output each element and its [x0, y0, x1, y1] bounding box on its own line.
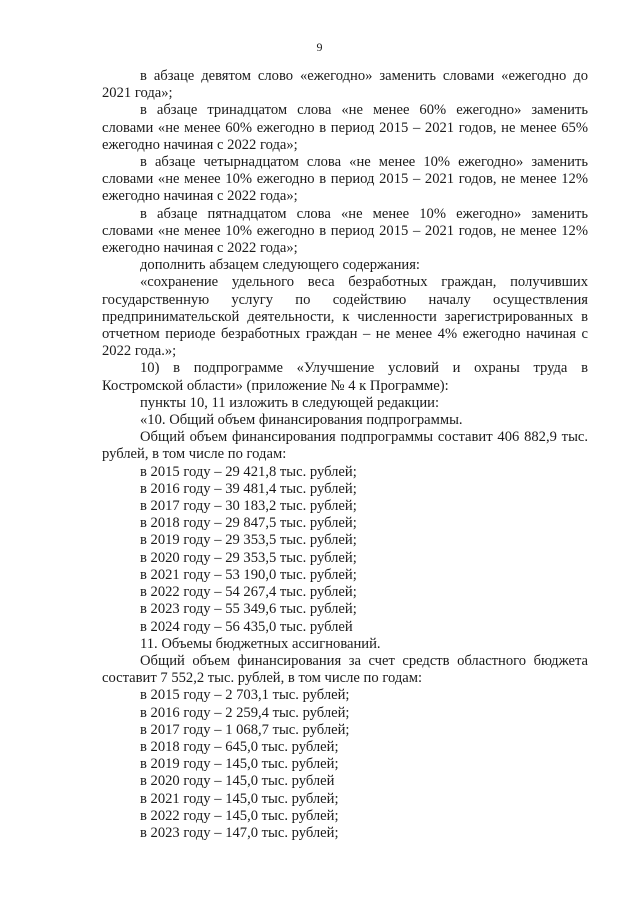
list-item: в 2022 году – 54 267,4 тыс. рублей;	[140, 584, 357, 601]
paragraph-point-10-title: «10. Общий объем финансирования подпрограммы.	[140, 412, 463, 429]
list-item: в 2018 году – 645,0 тыс. рублей;	[140, 738, 339, 755]
paragraph-points-edit: пункты 10, 11 изложить в следующей редакции:	[140, 394, 440, 411]
document-body	[102, 68, 588, 842]
list-item: в 2021 году – 53 190,0 тыс. рублей;	[140, 566, 357, 583]
paragraph-total-financing: Общий объем финансирования подпрограммы составит 406 882,9 тыс. рублей, в том числе по годам:	[102, 429, 588, 463]
list-item: в 2023 году – 55 349,6 тыс. рублей;	[140, 601, 357, 618]
paragraph-regional-budget: Общий объем финансирования за счет средств областного бюджета составит 7 552,2 тыс. рублей, в том числе по годам:	[102, 652, 588, 687]
paragraph-subprogram-10: 10) в подпрограмме «Улучшение условий и охраны труда в Костромской области» (приложение № 4 к Программе):	[102, 360, 588, 394]
list-item: в 2016 году – 39 481,4 тыс. рублей;	[140, 480, 357, 497]
years-list-total	[102, 464, 588, 636]
list-item: в 2019 году – 145,0 тыс. рублей;	[140, 756, 339, 773]
list-item: в 2023 году – 147,0 тыс. рублей;	[140, 824, 339, 841]
paragraph-amend-ninth: в абзаце девятом слово «ежегодно» заменить словами «ежегодно до 2021 года»;	[102, 68, 588, 102]
list-item: в 2016 году – 2 259,4 тыс. рублей;	[140, 704, 350, 721]
list-item: в 2015 году – 2 703,1 тыс. рублей;	[140, 687, 350, 704]
paragraph-new-indicator: «сохранение удельного веса безработных граждан, получивших государственную услугу по содействию началу осуществления предпринимательской деятельности, к численности зарегистрированных в отчетном периоде безработных граждан – не менее 4% ежегодно начиная с 2022 года.»;	[102, 274, 588, 360]
list-item: в 2024 году – 56 435,0 тыс. рублей	[140, 618, 353, 635]
list-item: в 2015 году – 29 421,8 тыс. рублей;	[140, 463, 357, 480]
list-item: в 2022 году – 145,0 тыс. рублей;	[140, 807, 339, 824]
paragraph-amend-fifteenth: в абзаце пятнадцатом слова «не менее 10% ежегодно» заменить словами «не менее 10% ежегодно в период 2015 – 2021 годов, не менее 12% ежегодно начиная с 2022 года»;	[102, 205, 588, 257]
paragraph-add-clause: дополнить абзацем следующего содержания:	[140, 257, 420, 274]
paragraph-amend-thirteenth: в абзаце тринадцатом слова «не менее 60% ежегодно» заменить словами «не менее 60% ежегодно в период 2015 – 2021 годов, не менее 65% ежегодно начиная с 2022 года»;	[102, 102, 588, 153]
list-item: в 2020 году – 29 353,5 тыс. рублей;	[140, 549, 357, 566]
paragraph-amend-fourteenth: в абзаце четырнадцатом слова «не менее 10% ежегодно» заменить словами «не менее 10% ежегодно в период 2015 – 2021 годов, не менее 12% ежегодно начиная с 2022 года»;	[102, 154, 588, 205]
list-item: в 2017 году – 1 068,7 тыс. рублей;	[140, 721, 350, 738]
list-item: в 2021 году – 145,0 тыс. рублей;	[140, 790, 339, 807]
list-item: в 2020 году – 145,0 тыс. рублей	[140, 773, 335, 790]
page-number: 9	[316, 40, 323, 54]
list-item: в 2018 году – 29 847,5 тыс. рублей;	[140, 515, 357, 532]
list-item: в 2019 году – 29 353,5 тыс. рублей;	[140, 532, 357, 549]
list-item: в 2017 году – 30 183,2 тыс. рублей;	[140, 498, 357, 515]
years-list-regional	[102, 687, 588, 842]
paragraph-point-11-title: 11. Объемы бюджетных ассигнований.	[140, 635, 381, 652]
